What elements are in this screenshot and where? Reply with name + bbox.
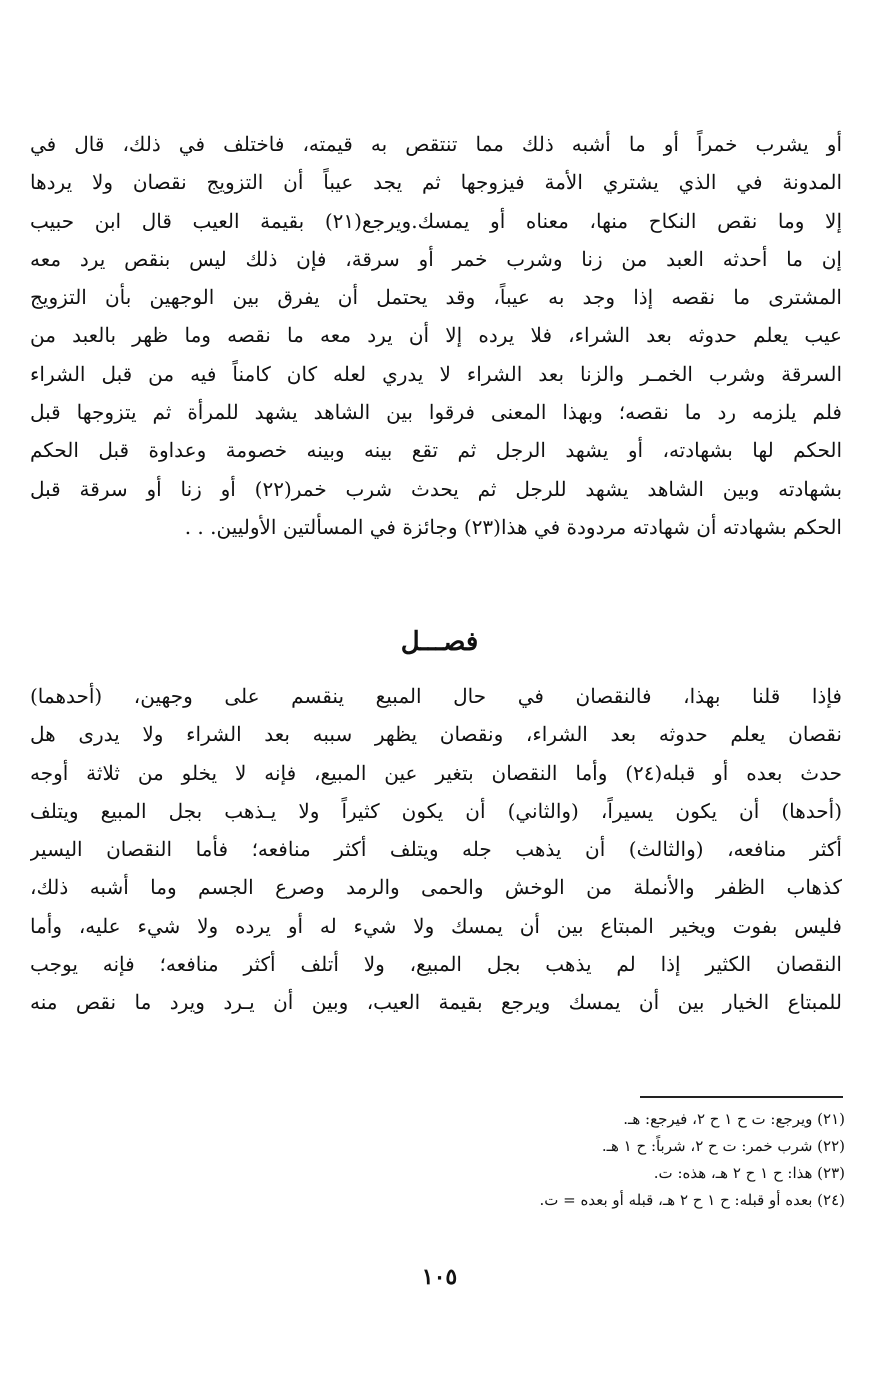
text-line: عيب يعلم حدوثه بعد الشراء، فلا يرده إلا أن يرد معه ما نقصه وما ظهر بالعبد من [30, 323, 842, 348]
text-line: المشترى ما نقصه إذا وجد به عيباً، وقد يحتمل أن يفرق بين الوجهين بأن التزويج [30, 285, 842, 310]
text-line: إلا وما نقص النكاح منها، معناه أو يمسك.ويرجع(٢١) بقيمة العيب قال ابن حبيب [30, 208, 842, 233]
text-line: الحكم بشهادته أن شهادته مردودة في هذا(٢٣) وجائزة في المسألتين الأوليين. . . [184, 514, 842, 539]
text-line: (أحدها) أن يكون يسيراً، (والثاني) أن يكون كثيراً ولا يـذهب بجل المبيع ويتلف [30, 798, 842, 823]
text-line: حدث بعده أو قبله(٢٤) وأما النقصان بتغير عين المبيع، فإنه لا يخلو من ثلاثة أوجه [30, 760, 842, 785]
section-heading: فصـــل [400, 627, 479, 657]
text-line: المدونة في الذي يشتري الأمة فيزوجها ثم يجد عيباً أن التزويج نقصان ولا يردها [30, 170, 842, 195]
footnote: (٢٣) هذا: ح ١ ح ٢ هـ، هذه: ت. [653, 1164, 845, 1182]
footnote-divider [640, 1096, 843, 1098]
paragraph-1 [30, 125, 842, 546]
footnote: (٢٤) بعده أو قبله: ح ١ ح ٢ هـ، قبله أو بعده = ت. [539, 1191, 845, 1209]
text-line: كذهاب الظفر والأنملة من الوخش والحمى والرمد وصرع الجسم وما أشبه ذلك، [30, 875, 842, 900]
text-line: نقصان يعلم حدوثه بعد الشراء، ونقصان يظهر سببه بعد الشراء ولا يدرى هل [30, 722, 842, 747]
text-line: إن ما أحدثه العبد من زنا وشرب خمر أو سرقة، فإن ذلك ليس بنقص يرد معه [30, 246, 842, 271]
text-line: للمبتاع الخيار بين أن يمسك ويرجع بقيمة العيب، وبين أن يـرد ويرد ما نقص منه [30, 990, 842, 1015]
footnotes [300, 1106, 845, 1214]
text-line: الحكم لها بشهادته، أو يشهد الرجل ثم تقع بينه وبينه خصومة وعداوة قبل الحكم [30, 438, 842, 463]
text-line: بشهادته وبين الشاهد يشهد للرجل ثم يحدث شرب خمر(٢٢) أو زنا أو سرقة قبل [30, 476, 842, 501]
footnote: (٢٢) شرب خمر: ت ح ٢، شرباً: ح ١ هـ. [601, 1137, 845, 1155]
text-line: النقصان الكثير إذا لم يذهب بجل المبيع، ولا أتلف أكثر منافعه؛ فإنه يوجب [30, 952, 842, 977]
paragraph-2 [30, 677, 842, 1022]
footnote: (٢١) ويرجع: ت ح ١ ح ٢، فيرجع: هـ. [623, 1110, 845, 1128]
text-line: السرقة وشرب الخمـر والزنا بعد الشراء لا يدري لعله كان كامناً فيه من قبل الشراء [30, 361, 842, 386]
text-line: فلم يلزمه رد ما نقصه؛ وبهذا المعنى فرقوا بين الشاهد يشهد للمرأة ثم يتزوجها قبل [30, 400, 842, 425]
text-line: فإذا قلنا بهذا، فالنقصان في حال المبيع ينقسم على وجهين، (أحدهما) [30, 684, 842, 708]
page-number: ١٠٥ [421, 1264, 458, 1290]
text-line: فليس بفوت ويخير المبتاع بين أن يمسك ولا شيء له أو يرده ولا شيء عليه، وأما [30, 913, 842, 938]
text-line: أكثر منافعه، (والثالث) أن يذهب جله ويتلف أكثر منافعه؛ فأما النقصان اليسير [30, 837, 842, 862]
text-line: أو يشرب خمراً أو ما أشبه ذلك مما تنتقص به قيمته، فاختلف في ذلك، قال في [30, 132, 842, 156]
